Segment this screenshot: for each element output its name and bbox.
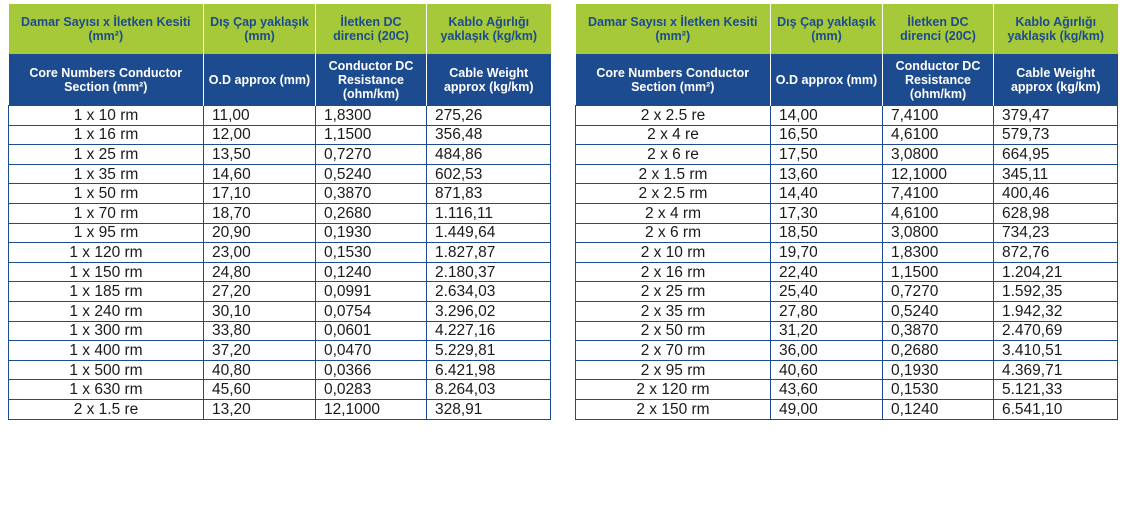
cell-od: 13,50 (204, 145, 316, 165)
header-core-section-en: Core Numbers Conductor Section (mm²) (576, 54, 771, 106)
cell-od: 49,00 (771, 399, 883, 419)
cell-weight: 328,91 (427, 399, 551, 419)
table-row (576, 282, 1118, 302)
cell-resistance: 4,6100 (883, 203, 994, 223)
cell-weight: 628,98 (994, 203, 1118, 223)
cell-resistance: 0,1240 (316, 262, 427, 282)
cell-core-section: 1 x 50 rm (9, 184, 204, 204)
cell-od: 27,20 (204, 282, 316, 302)
cell-core-section: 1 x 25 rm (9, 145, 204, 165)
cell-weight: 379,47 (994, 106, 1118, 126)
header-weight-en: Cable Weight approx (kg/km) (427, 54, 551, 106)
cell-resistance: 0,3870 (316, 184, 427, 204)
cell-od: 12,00 (204, 125, 316, 145)
cell-od: 16,50 (771, 125, 883, 145)
cell-core-section: 1 x 35 rm (9, 164, 204, 184)
cell-od: 40,60 (771, 360, 883, 380)
cell-od: 25,40 (771, 282, 883, 302)
table-row (576, 223, 1118, 243)
table-row (576, 106, 1118, 126)
cell-weight: 4.227,16 (427, 321, 551, 341)
cell-weight: 484,86 (427, 145, 551, 165)
cell-weight: 734,23 (994, 223, 1118, 243)
cell-resistance: 0,1930 (883, 360, 994, 380)
cell-weight: 1.449,64 (427, 223, 551, 243)
cell-resistance: 0,0366 (316, 360, 427, 380)
cell-od: 14,00 (771, 106, 883, 126)
cell-core-section: 2 x 70 rm (576, 341, 771, 361)
cell-weight: 5.229,81 (427, 341, 551, 361)
cell-core-section: 2 x 35 rm (576, 301, 771, 321)
header-core-section-tr: Damar Sayısı x İletken Kesiti (mm²) (576, 4, 771, 54)
header-od-en: O.D approx (mm) (771, 54, 883, 106)
cell-weight: 2.470,69 (994, 321, 1118, 341)
cell-weight: 1.592,35 (994, 282, 1118, 302)
table-row (9, 164, 551, 184)
header-od-tr: Dış Çap yaklaşık (mm) (771, 4, 883, 54)
header-resistance-en: Conductor DC Resistance (ohm/km) (883, 54, 994, 106)
cell-od: 17,50 (771, 145, 883, 165)
cell-core-section: 2 x 150 rm (576, 399, 771, 419)
cell-core-section: 2 x 10 rm (576, 243, 771, 263)
table-row (9, 184, 551, 204)
cell-core-section: 2 x 4 rm (576, 203, 771, 223)
cell-weight: 6.541,10 (994, 399, 1118, 419)
cell-weight: 2.180,37 (427, 262, 551, 282)
cell-core-section: 2 x 1.5 re (9, 399, 204, 419)
cell-weight: 1.942,32 (994, 301, 1118, 321)
table-row (576, 360, 1118, 380)
table-row (576, 262, 1118, 282)
cell-od: 40,80 (204, 360, 316, 380)
cell-resistance: 0,0991 (316, 282, 427, 302)
cell-resistance: 0,0283 (316, 380, 427, 400)
cell-od: 36,00 (771, 341, 883, 361)
cell-od: 20,90 (204, 223, 316, 243)
cell-od: 13,20 (204, 399, 316, 419)
cell-resistance: 0,7270 (316, 145, 427, 165)
header-resistance-en: Conductor DC Resistance (ohm/km) (316, 54, 427, 106)
cell-core-section: 1 x 10 rm (9, 106, 204, 126)
table-row (576, 164, 1118, 184)
cell-weight: 664,95 (994, 145, 1118, 165)
table-row (9, 282, 551, 302)
header-row-turkish (576, 4, 1118, 54)
table-row (9, 223, 551, 243)
table-row (9, 106, 551, 126)
cell-resistance: 7,4100 (883, 184, 994, 204)
cell-core-section: 2 x 2.5 re (576, 106, 771, 126)
header-weight-tr: Kablo Ağırlığı yaklaşık (kg/km) (427, 4, 551, 54)
cell-resistance: 0,0754 (316, 301, 427, 321)
cell-od: 33,80 (204, 321, 316, 341)
cell-core-section: 2 x 6 re (576, 145, 771, 165)
cell-core-section: 1 x 120 rm (9, 243, 204, 263)
cell-resistance: 0,3870 (883, 321, 994, 341)
cell-resistance: 7,4100 (883, 106, 994, 126)
header-weight-tr: Kablo Ağırlığı yaklaşık (kg/km) (994, 4, 1118, 54)
cell-od: 18,50 (771, 223, 883, 243)
cell-resistance: 0,1930 (316, 223, 427, 243)
cell-core-section: 2 x 16 rm (576, 262, 771, 282)
table-row (576, 184, 1118, 204)
cell-core-section: 2 x 120 rm (576, 380, 771, 400)
cell-od: 18,70 (204, 203, 316, 223)
cell-core-section: 2 x 25 rm (576, 282, 771, 302)
cell-resistance: 3,0800 (883, 145, 994, 165)
cable-table-right (575, 4, 1118, 420)
cell-core-section: 1 x 630 rm (9, 380, 204, 400)
table-row (9, 321, 551, 341)
table-row (9, 380, 551, 400)
header-row-english (9, 54, 551, 106)
cell-weight: 1.204,21 (994, 262, 1118, 282)
header-od-en: O.D approx (mm) (204, 54, 316, 106)
cell-weight: 8.264,03 (427, 380, 551, 400)
cell-weight: 3.410,51 (994, 341, 1118, 361)
cell-core-section: 2 x 95 rm (576, 360, 771, 380)
table-row (9, 301, 551, 321)
cell-core-section: 2 x 50 rm (576, 321, 771, 341)
cell-resistance: 0,1530 (316, 243, 427, 263)
header-core-section-tr: Damar Sayısı x İletken Kesiti (mm²) (9, 4, 204, 54)
cell-weight: 602,53 (427, 164, 551, 184)
table-row (576, 203, 1118, 223)
cell-od: 24,80 (204, 262, 316, 282)
cell-resistance: 4,6100 (883, 125, 994, 145)
table-row (576, 243, 1118, 263)
table-row (576, 145, 1118, 165)
cell-core-section: 1 x 185 rm (9, 282, 204, 302)
cell-od: 17,30 (771, 203, 883, 223)
table-row (576, 399, 1118, 419)
cell-od: 23,00 (204, 243, 316, 263)
table-row (9, 360, 551, 380)
cell-weight: 1.827,87 (427, 243, 551, 263)
cell-core-section: 2 x 2.5 rm (576, 184, 771, 204)
table-row (576, 341, 1118, 361)
cell-core-section: 1 x 500 rm (9, 360, 204, 380)
cell-resistance: 1,1500 (316, 125, 427, 145)
cell-core-section: 1 x 16 rm (9, 125, 204, 145)
table-row (9, 203, 551, 223)
cell-resistance: 0,5240 (883, 301, 994, 321)
cell-od: 19,70 (771, 243, 883, 263)
cell-weight: 2.634,03 (427, 282, 551, 302)
header-resistance-tr: İletken DC direnci (20C) (316, 4, 427, 54)
table-row (9, 399, 551, 419)
table-row (576, 380, 1118, 400)
cell-weight: 872,76 (994, 243, 1118, 263)
cell-resistance: 1,8300 (316, 106, 427, 126)
cell-resistance: 0,0601 (316, 321, 427, 341)
cell-core-section: 1 x 70 rm (9, 203, 204, 223)
cell-resistance: 12,1000 (316, 399, 427, 419)
cell-od: 14,60 (204, 164, 316, 184)
cell-od: 11,00 (204, 106, 316, 126)
header-resistance-tr: İletken DC direnci (20C) (883, 4, 994, 54)
cell-resistance: 1,8300 (883, 243, 994, 263)
cell-weight: 356,48 (427, 125, 551, 145)
cell-od: 13,60 (771, 164, 883, 184)
cell-weight: 3.296,02 (427, 301, 551, 321)
cell-od: 27,80 (771, 301, 883, 321)
cell-resistance: 12,1000 (883, 164, 994, 184)
cell-resistance: 0,1530 (883, 380, 994, 400)
cable-table-left (8, 4, 551, 420)
cell-resistance: 3,0800 (883, 223, 994, 243)
cell-core-section: 1 x 400 rm (9, 341, 204, 361)
cell-od: 14,40 (771, 184, 883, 204)
cell-weight: 6.421,98 (427, 360, 551, 380)
cell-weight: 400,46 (994, 184, 1118, 204)
cell-weight: 275,26 (427, 106, 551, 126)
cell-resistance: 0,2680 (883, 341, 994, 361)
cell-core-section: 1 x 150 rm (9, 262, 204, 282)
header-row-turkish (9, 4, 551, 54)
table-row (9, 243, 551, 263)
cell-od: 22,40 (771, 262, 883, 282)
cell-od: 31,20 (771, 321, 883, 341)
cell-weight: 579,73 (994, 125, 1118, 145)
cell-core-section: 2 x 6 rm (576, 223, 771, 243)
cell-resistance: 0,2680 (316, 203, 427, 223)
header-weight-en: Cable Weight approx (kg/km) (994, 54, 1118, 106)
cell-od: 30,10 (204, 301, 316, 321)
cell-resistance: 0,7270 (883, 282, 994, 302)
cell-od: 37,20 (204, 341, 316, 361)
cell-resistance: 0,1240 (883, 399, 994, 419)
table-row (9, 341, 551, 361)
cell-core-section: 1 x 95 rm (9, 223, 204, 243)
header-core-section-en: Core Numbers Conductor Section (mm²) (9, 54, 204, 106)
cell-od: 43,60 (771, 380, 883, 400)
cell-core-section: 1 x 300 rm (9, 321, 204, 341)
cell-core-section: 2 x 1.5 rm (576, 164, 771, 184)
cell-weight: 345,11 (994, 164, 1118, 184)
cell-weight: 4.369,71 (994, 360, 1118, 380)
cell-od: 45,60 (204, 380, 316, 400)
table-row (576, 301, 1118, 321)
table-row (9, 125, 551, 145)
cell-resistance: 1,1500 (883, 262, 994, 282)
cell-resistance: 0,0470 (316, 341, 427, 361)
cell-od: 17,10 (204, 184, 316, 204)
table-row (9, 145, 551, 165)
cell-weight: 871,83 (427, 184, 551, 204)
header-row-english (576, 54, 1118, 106)
table-row (9, 262, 551, 282)
table-row (576, 321, 1118, 341)
header-od-tr: Dış Çap yaklaşık (mm) (204, 4, 316, 54)
cell-resistance: 0,5240 (316, 164, 427, 184)
cell-core-section: 2 x 4 re (576, 125, 771, 145)
cell-core-section: 1 x 240 rm (9, 301, 204, 321)
cell-weight: 5.121,33 (994, 380, 1118, 400)
table-row (576, 125, 1118, 145)
cell-weight: 1.116,11 (427, 203, 551, 223)
